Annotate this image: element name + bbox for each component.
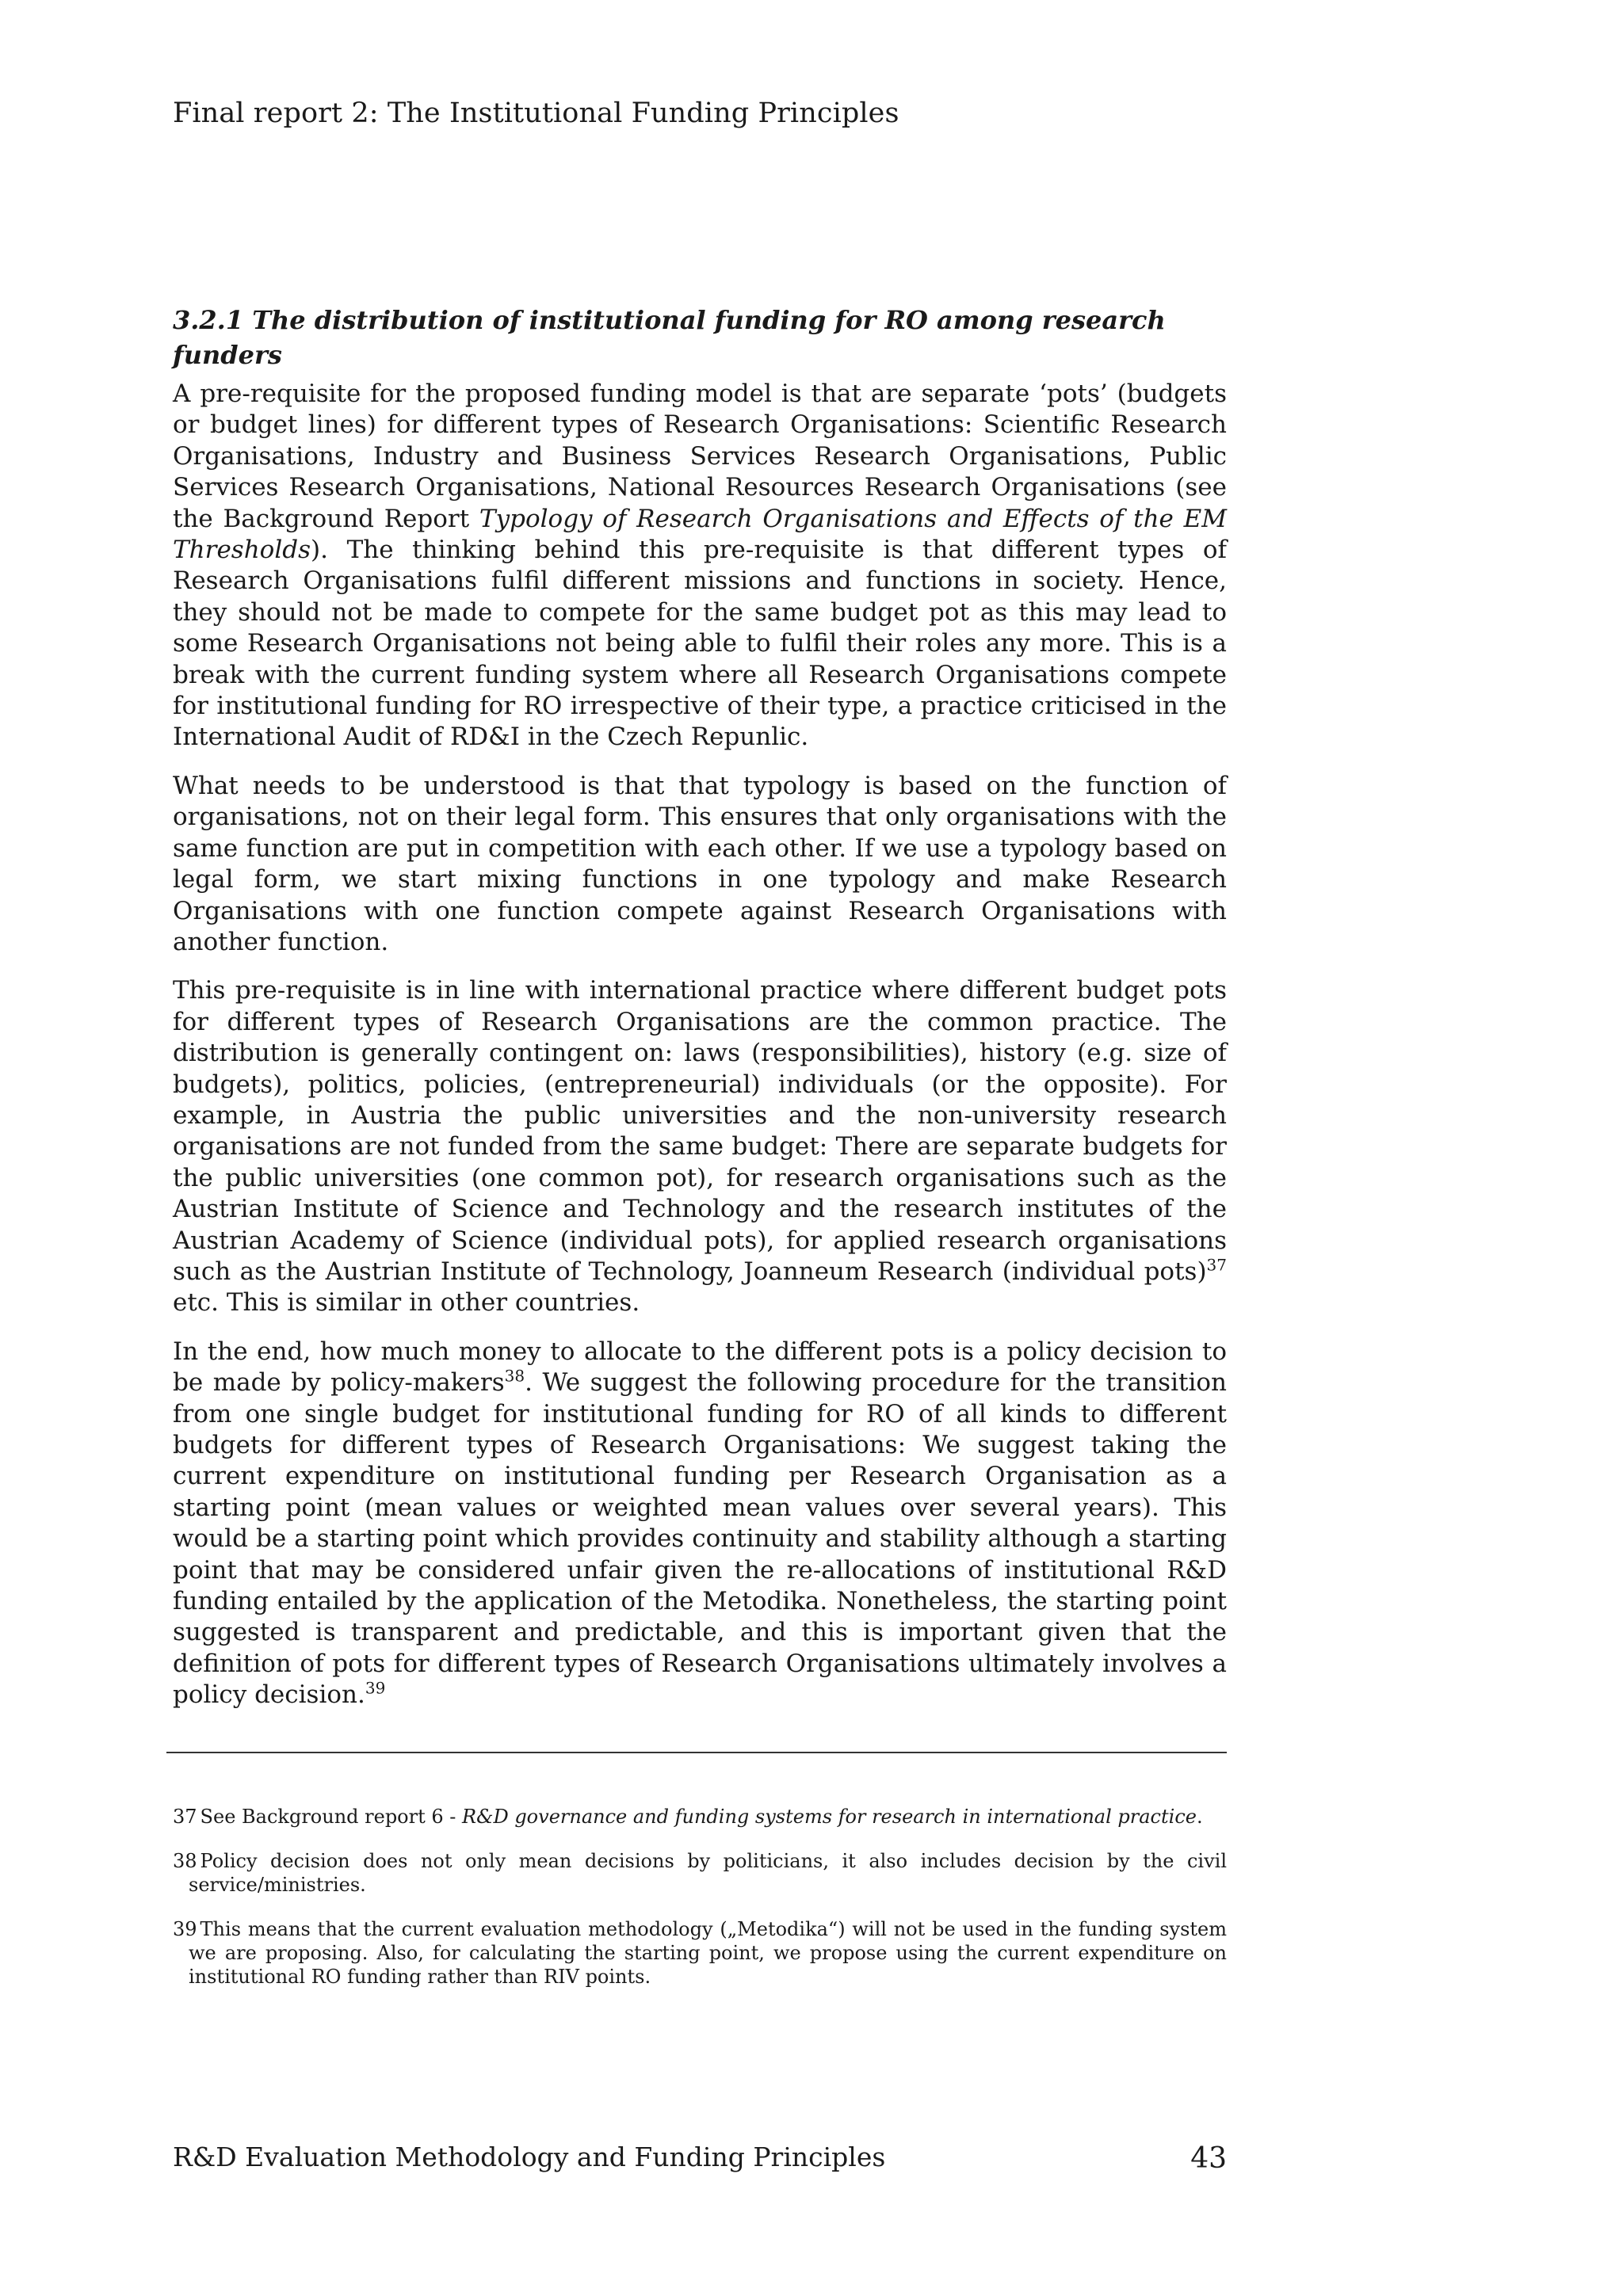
footnote-number: 37: [173, 1806, 197, 1828]
footnote-38: [173, 1849, 1227, 1897]
paragraph-1-italic-title: Typology of Research Organisations and Effects of the EM Thresholds: [173, 504, 1227, 565]
paragraph-3-text-a: This pre-requisite is in line with international practice where different budget pots for different types of Research Organisations are the common practice. The distribution is generally contingent on: laws (responsibilities), history (e.g. size of budgets), politics, policies, (entrepreneurial) individuals (or the opposite). For example, in Austria the public universities and the non-university research organisations are not funded from the same budget: There are separate budgets for the public universities (one common pot), for research organisations such as the Austrian Institute of Science and Technology and the research institutes of the Austrian Academy of Science (individual pots), for applied research organisations such as the Austrian Institute of Technology, Joanneum Research (individual pots): [173, 976, 1227, 1286]
paragraph-2: What needs to be understood is that that typology is based on the function of organisations, not on their legal form. This ensures that only organisations with the same function are put in competition with each other. If we use a typology based on legal form, we start mixing functions in one typology and make Research Organisations with one function compete against Research Organisations with another function.: [173, 771, 1227, 956]
footnote-number: 38: [173, 1850, 197, 1872]
footnotes: [173, 1805, 1227, 2009]
footnote-37-text-a: See Background report 6 -: [200, 1806, 463, 1828]
paragraph-1: [173, 379, 1227, 753]
footnote-38-text: Policy decision does not only mean decisions by politicians, it also includes decision by the civil service/ministries.: [189, 1850, 1227, 1896]
footnote-divider: [166, 1752, 1227, 1753]
section-number: 3.2.1: [173, 305, 244, 335]
paragraph-3-text-b: etc. This is similar in other countries.: [173, 1288, 640, 1318]
footnote-39: [173, 1917, 1227, 1989]
footnote-37-text-b: .: [1196, 1806, 1203, 1828]
footnote-number: 39: [173, 1918, 197, 1940]
footnote-37: [173, 1805, 1227, 1829]
main-content: [173, 303, 1227, 1729]
paragraph-3: [173, 975, 1227, 1318]
paragraph-4-text-a: In the end, how much money to allocate to the different pots is a policy decision to be made by policy-makers: [173, 1337, 1227, 1398]
footnote-ref-39[interactable]: 39: [365, 1678, 386, 1698]
paragraph-4: [173, 1337, 1227, 1711]
paragraph-4-text-b: . We suggest the following procedure for the transition from one single budget for institutional funding for RO of all kinds to different budgets for different types of Research Organisations: We suggest taking the current expenditure on institutional funding per Research Organisation as a starting point (mean values or weighted mean values over several years). This would be a starting point which provides continuity and stability although a starting point that may be considered unfair given the re-allocations of institutional R&D funding entailed by the application of the Metodika. Nonetheless, the starting point suggested is transparent and predictable, and this is important given that the definition of pots for different types of Research Organisations ultimately involves a policy decision.: [173, 1368, 1227, 1710]
paragraph-1-text-a: A pre-requisite for the proposed funding model is that are separate ‘pots’ (budgets or budget lines) for different types of Research Organisations: Scientific Research Organisations, Industry and Business Services Research Organisations, Public Services Research Organisations, National Resources Research Organisations (see the Background Report: [173, 379, 1227, 533]
running-header: Final report 2: The Institutional Funding Principles: [173, 97, 899, 129]
section-title: The distribution of institutional funding for RO among research funders: [173, 305, 1166, 370]
footnote-ref-37[interactable]: 37: [1206, 1255, 1227, 1275]
footnote-ref-38[interactable]: 38: [504, 1366, 525, 1386]
page-number: 43: [1190, 2142, 1227, 2175]
footnote-39-text: This means that the current evaluation methodology („Metodika“) will not be used in the funding system we are proposing. Also, for calculating the starting point, we propose using the current expenditure on institutional RO funding rather than RIV points.: [189, 1918, 1227, 1988]
footnote-37-italic-title: R&D governance and funding systems for research in international practice: [462, 1806, 1197, 1828]
running-footer: R&D Evaluation Methodology and Funding Principles: [173, 2142, 886, 2172]
section-heading: [173, 303, 1227, 372]
paragraph-1-text-b: ). The thinking behind this pre-requisite is that different types of Research Organisations fulfil different missions and functions in society. Hence, they should not be made to compete for the same budget pot as this may lead to some Research Organisations not being able to fulfil their roles any more. This is a break with the current funding system where all Research Organisations compete for institutional funding for RO irrespective of their type, a practice criticised in the International Audit of RD&I in the Czech Repunlic.: [173, 536, 1227, 752]
